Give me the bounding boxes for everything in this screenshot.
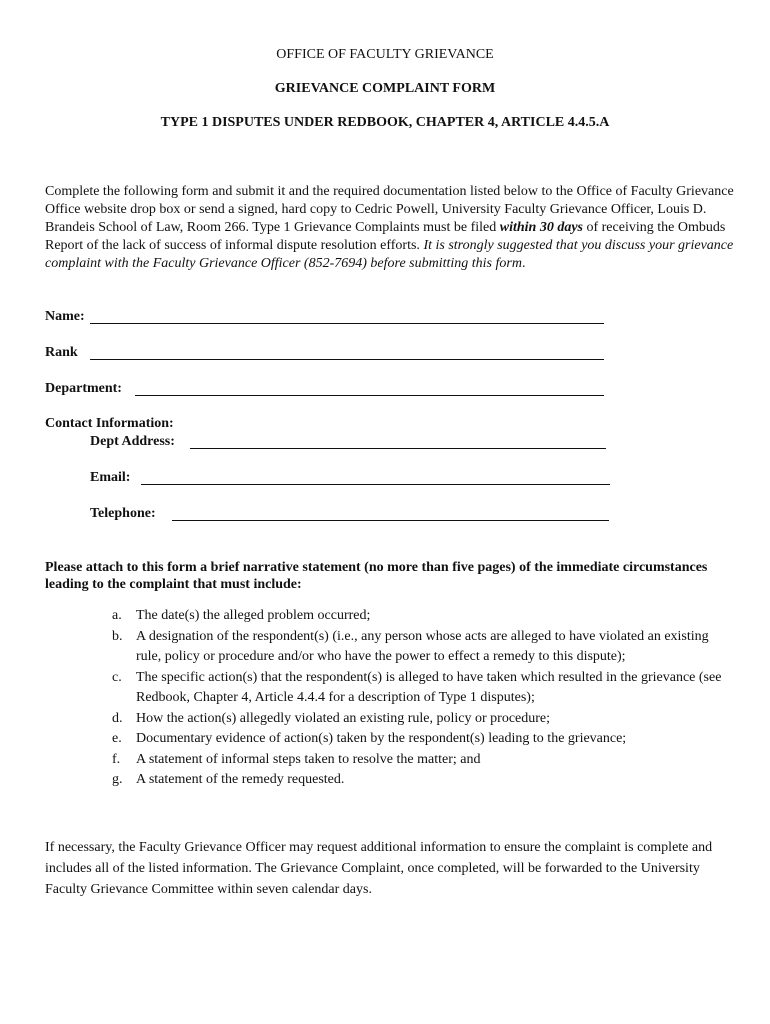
intro-italic-note: It is strongly suggested that you discuss your grievance complaint with the Faculty Grievance Officer (852-7694) before submitting this form [45,238,734,271]
name-label: Name: [45,309,85,324]
rank-label: Rank [45,345,78,360]
list-item-letter: g. [112,772,123,787]
intro-paragraph [45,183,735,273]
list-item-letter: e. [112,731,122,746]
list-item-letter: c. [112,669,122,685]
list-item-text: The date(s) the alleged problem occurred; [136,608,371,623]
intro-text-2: of receiving the Ombuds Report of the lack of success of informal dispute resolution efforts. [45,220,726,253]
email-field[interactable] [141,484,610,485]
list-item-text: A statement of informal steps taken to resolve the matter; and [136,751,481,767]
list-item-letter: f. [112,751,121,767]
name-field[interactable] [90,323,604,324]
list-item-text: Documentary evidence of action(s) taken by the respondent(s) leading to the grievance; [136,731,627,746]
list-item-text: A statement of the remedy requested. [136,772,345,787]
dept-address-field[interactable] [190,448,606,449]
intro-end: . [521,256,526,271]
form-subtitle: TYPE 1 DISPUTES UNDER REDBOOK, CHAPTER 4, ARTICLE 4.4.5.A [160,115,610,130]
list-item-letter: b. [112,628,123,644]
telephone-field[interactable] [172,520,609,521]
intro-deadline-emphasis: within 30 days [499,220,583,235]
form-title: GRIEVANCE COMPLAINT FORM [274,81,496,96]
attach-instructions: Please attach to this form a brief narrative statement (no more than five pages) of the immediate circumstances leading to the complaint that must include: [45,560,708,592]
office-heading: OFFICE OF FACULTY GRIEVANCE [276,47,494,62]
telephone-label: Telephone: [90,506,156,521]
closing-paragraph: If necessary, the Faculty Grievance Officer may request additional information to ensure the complaint is complete and includes all of the listed information. The Grievance Complaint, once completed, will be forwarded to the University Faculty Grievance Committee within seven calendar days. [45,840,713,897]
department-field[interactable] [135,395,604,396]
intro-text-1: Complete the following form and submit it and the required documentation listed below to the Office of Faculty Grievance Office website drop box or send a signed, hard copy to Cedric Powell, University Faculty Grievance Officer, Louis D. Brandeis School of Law, Room 266. Type 1 Grievance Complaints must be filed [45,184,734,235]
list-item-text: A designation of the respondent(s) (i.e., any person whose acts are alleged to have violated an existing rule, policy or procedure and/or who have the power to effect a remedy to this dispute); [136,628,709,664]
list-item-text: The specific action(s) that the respondent(s) is alleged to have taken which resulted in the grievance (see Redbook, Chapter 4, Article 4.4.4 for a description of Type 1 disputes); [136,669,722,705]
list-item-letter: a. [112,608,122,623]
email-label: Email: [90,470,131,485]
list-item-text: How the action(s) allegedly violated an existing rule, policy or procedure; [136,710,551,726]
contact-info-heading: Contact Information: [45,416,174,431]
rank-field[interactable] [90,359,604,360]
list-item-letter: d. [112,710,123,726]
dept-address-label: Dept Address: [90,434,175,449]
department-label: Department: [45,381,122,396]
